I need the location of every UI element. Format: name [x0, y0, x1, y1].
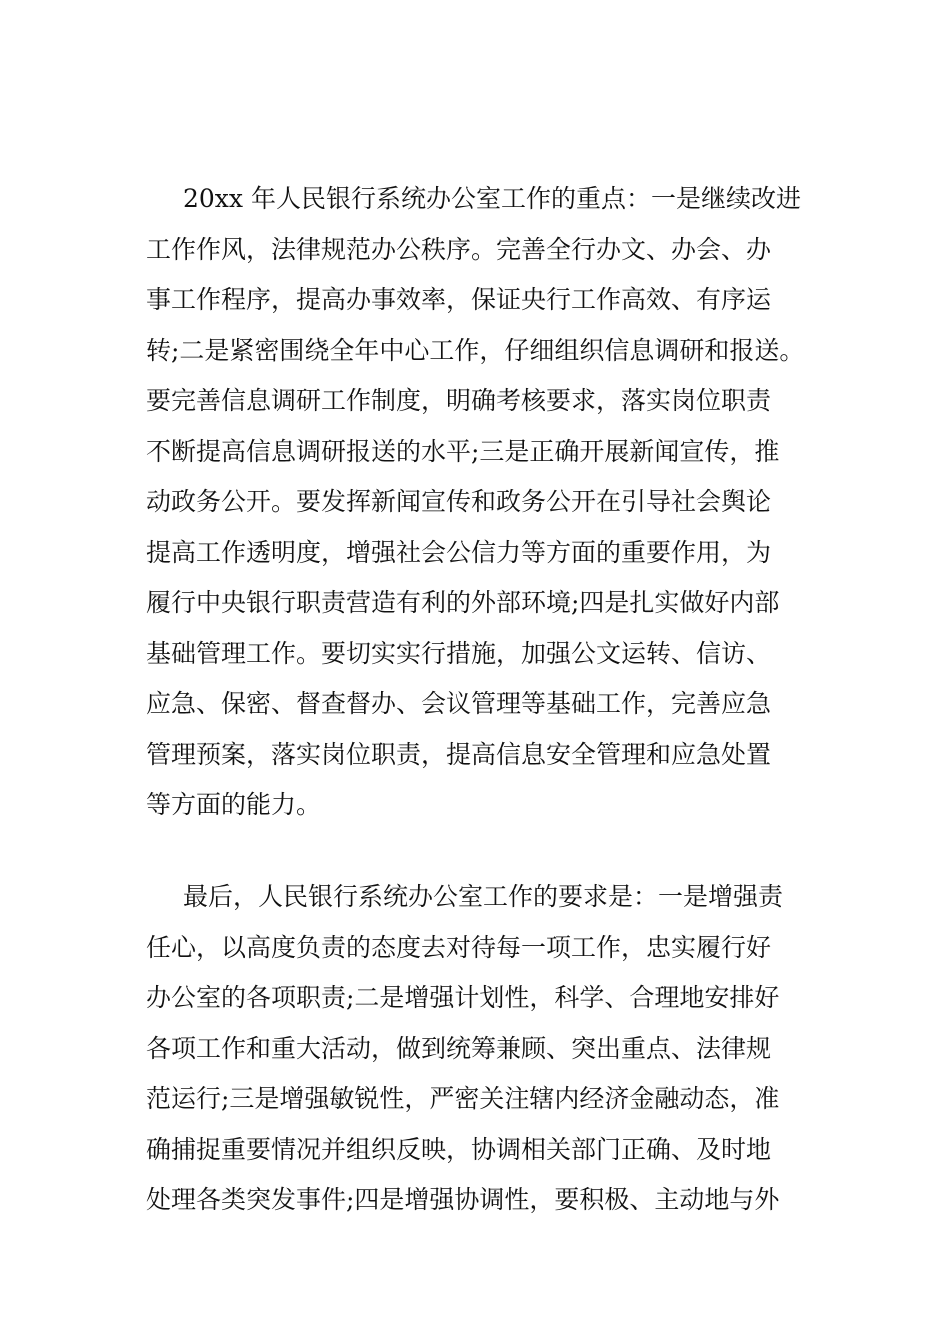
text-line: 提高工作透明度，增强社会公信力等方面的重要作用，为	[146, 537, 772, 567]
text-line: 应急、保密、督查督办、会议管理等基础工作，完善应急	[146, 689, 772, 718]
text-line: 20xx 年人民银行系统办公室工作的重点：一是继续改进	[183, 184, 801, 213]
paragraph-work-requirements	[146, 872, 816, 1226]
text-line: 不断提高信息调研报送的水平;三是正确开展新闻宣传，推	[146, 436, 780, 466]
text-line: 事工作程序，提高办事效率，保证央行工作高效、有序运	[146, 285, 772, 314]
text-line: 履行中央银行职责营造有利的外部环境;四是扎实做好内部	[146, 588, 780, 617]
text-line: 各项工作和重大活动，做到统筹兼顾、突出重点、法律规	[146, 1033, 772, 1063]
text-line: 确捕捉重要情况并组织反映，协调相关部门正确、及时地	[146, 1134, 772, 1164]
text-line: 范运行;三是增强敏锐性，严密关注辖内经济金融动态，准	[146, 1084, 780, 1113]
text-line: 处理各类突发事件;四是增强协调性，要积极、主动地与外	[146, 1185, 780, 1214]
text-line: 最后，人民银行系统办公室工作的要求是：一是增强责	[183, 882, 784, 911]
text-line: 办公室的各项职责;二是增强计划性，科学、合理地安排好	[146, 983, 780, 1012]
text-line: 工作作风，法律规范办公秩序。完善全行办文、办会、办	[146, 234, 772, 264]
text-line: 动政务公开。要发挥新闻宣传和政务公开在引导社会舆论	[146, 487, 772, 516]
text-line: 等方面的能力。	[146, 790, 322, 819]
text-line: 基础管理工作。要切实实行措施，加强公文运转、信访、	[146, 638, 772, 668]
paragraph-work-priorities	[146, 174, 816, 831]
text-line: 转;二是紧密围绕全年中心工作，仔细组织信息调研和报送。	[146, 335, 805, 365]
text-line: 管理预案，落实岗位职责，提高信息安全管理和应急处置	[146, 739, 772, 769]
text-line: 任心，以高度负责的态度去对待每一项工作，忠实履行好	[146, 932, 772, 962]
text-line: 要完善信息调研工作制度，明确考核要求，落实岗位职责	[146, 386, 772, 415]
